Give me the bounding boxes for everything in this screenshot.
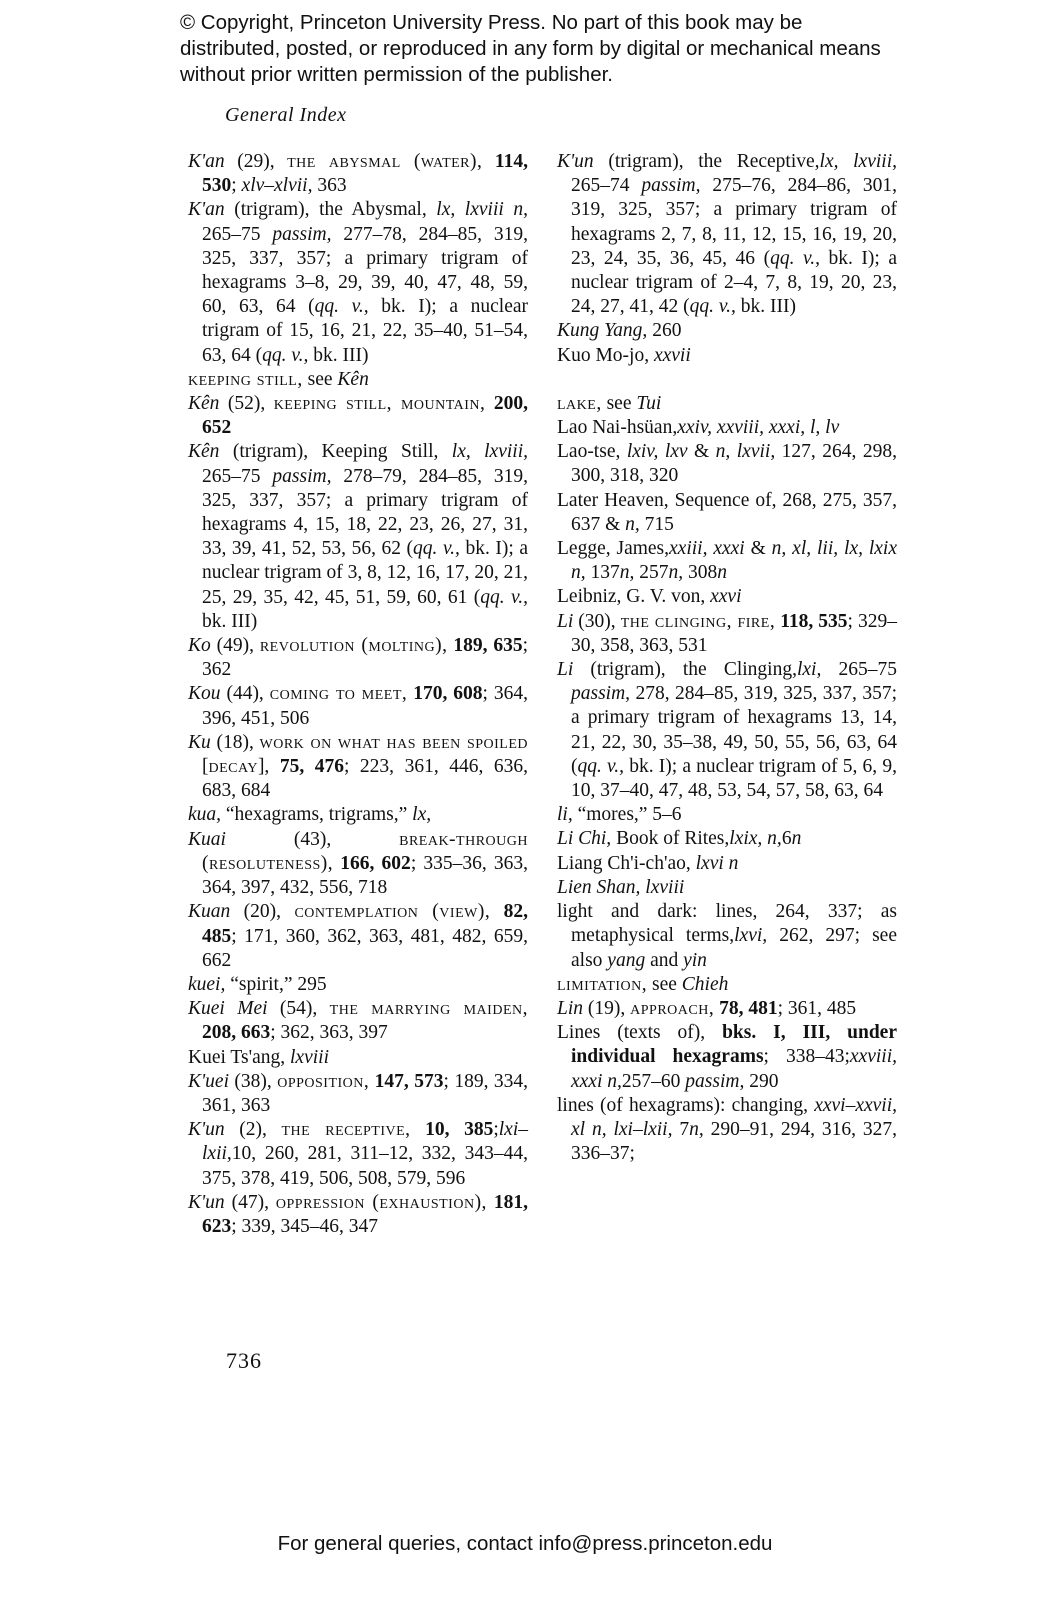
entry-text: Li (557, 610, 574, 632)
entry-text: Ko (188, 635, 211, 657)
entry-text: ; 335–36, 363, 364, 397, 432, 556, 718 (202, 852, 529, 899)
entry-text: K'uei (188, 1070, 229, 1092)
entry-text: bk. I); a nuclear trigram of 3, 8, 12, 16, 17, 20, 21, 25, 29, 35, 42, 45, 51, 59, 60, 61 ( (202, 538, 529, 608)
entry-text: see (601, 392, 637, 414)
entry-text: ; 361, 485 (777, 997, 857, 1019)
entry-text: “spirit,” 295 (225, 973, 327, 995)
entry-text: Chieh (681, 973, 729, 995)
entry-text: 363 (312, 175, 347, 197)
index-entry (188, 440, 528, 634)
entry-text: [ (202, 756, 209, 778)
entry-text: 82, 485 (202, 901, 529, 947)
index-entry (188, 900, 528, 973)
entry-text: qq. v., (262, 344, 309, 366)
entry-text: 181, 623 (202, 1191, 528, 1237)
index-entry (188, 997, 528, 1045)
entry-text: Kuo Mo-jo, (557, 344, 654, 366)
index-entry (557, 827, 897, 851)
entry-text: passim, (272, 223, 332, 245)
entry-text: Tui (636, 392, 662, 414)
index-entry (557, 1094, 897, 1167)
entry-text: Leibniz, G. V. von, (557, 586, 711, 608)
entry-text: n, (625, 513, 640, 535)
entry-text: passim, (685, 1070, 745, 1092)
entry-text: the marrying maiden, (329, 998, 528, 1020)
entry-text: Lao Nai-hsüan, (557, 417, 678, 439)
entry-text: K'un (557, 151, 594, 172)
entry-text: Kên (188, 441, 220, 463)
entry-text: ; 338–43; (763, 1046, 850, 1068)
entry-text: ; (493, 1119, 499, 1141)
index-entry (188, 1191, 528, 1239)
entry-text: oppression (exhaustion), (275, 1191, 487, 1213)
entry-text: Lines (texts of), (557, 1022, 723, 1044)
entry-text: limitation, (557, 973, 648, 995)
entry-text: Later Heaven, Sequence of, 268, 275, 357, 637 & (557, 489, 897, 535)
entry-text: 265–75 (202, 465, 273, 487)
entry-text: 278, 284–85, 319, 325, 337, 357; a primary trigram of hexagrams 13, 14, 21, 22, 30, 35–38, 49, 50, 55, 56, 63, 64 ( (571, 683, 897, 777)
running-head: General Index (225, 104, 347, 126)
entry-text: 275–76, 284–86, 301, 319, 325, 357; a primary trigram of hexagrams 2, 7, 8, 11, 12, 15, 16, 19, 20, 23, 24, 35, 36, 45, 46 ( (571, 175, 897, 269)
index-entry (557, 392, 897, 416)
entry-text: yang (607, 949, 646, 971)
entry-text: ; 189, 334, 361, 363 (202, 1070, 528, 1116)
entry-text: n (717, 562, 727, 584)
entry-text: 257–60 (621, 1070, 686, 1092)
index-entry (188, 634, 528, 682)
entry-text: lxiv, lxv (626, 441, 688, 463)
entry-text: Kên (188, 393, 220, 415)
index-entry (557, 1021, 897, 1094)
entry-text: see (647, 973, 682, 995)
entry-text: (18), (210, 731, 260, 753)
entry-text: yin (683, 949, 707, 971)
entry-text: Li (557, 659, 574, 681)
entry-text: lxviii (290, 1046, 329, 1068)
entry-text: 265–75 (821, 659, 898, 681)
entry-text: 262, 297; see also (571, 925, 897, 971)
entry-text: Kuei Ts'ang, (188, 1046, 290, 1068)
index-entry (557, 319, 897, 343)
entry-text: (20), (230, 901, 295, 923)
entry-text: 127, 264, 298, 300, 318, 320 (571, 441, 897, 487)
entry-text: (trigram), Keeping Still, (219, 441, 452, 463)
index-entry (557, 803, 897, 827)
entry-text: 10, 385 (410, 1119, 494, 1141)
entry-text: bk. I); a nuclear trigram of 5, 6, 9, 10, 37–40, 47, 48, 53, 54, 57, 58, 63, 64 (571, 755, 897, 802)
entry-text: Legge, James, (557, 538, 670, 560)
entry-text: (38), (229, 1070, 278, 1092)
entry-text: lxvi, (734, 925, 768, 947)
index-entry (557, 440, 897, 488)
entry-text: coming to meet, (269, 683, 408, 705)
entry-text: (trigram), the Abysmal, (224, 199, 437, 221)
index-entry (188, 803, 528, 827)
entry-text: qq. v., (689, 296, 736, 318)
entry-text: Kuei Mei (188, 998, 268, 1020)
entry-text: xlv–xlvii, (241, 175, 313, 197)
entry-text: 257 (634, 562, 669, 584)
entry-text: 137 (585, 562, 620, 584)
entry-text: (44), (220, 683, 270, 705)
entry-text: Lin (557, 997, 584, 1019)
entry-text: bk. I); a nuclear trigram of 2–4, 7, 8, 19, 20, 23, 24, 27, 41, 42 ( (571, 247, 897, 318)
index-entry (557, 973, 897, 997)
entry-text: 78, 481 (714, 997, 778, 1019)
entry-text: 7 (672, 1118, 690, 1140)
entry-text: (29), (224, 151, 288, 172)
index-entry (188, 198, 528, 367)
index-entry (557, 344, 897, 368)
entry-text: ; (231, 175, 242, 197)
entry-text: “hexagrams, trigrams,” (221, 804, 413, 826)
entry-text: xxiii, xxxi (669, 538, 745, 560)
entry-text: 290–91, 294, 316, 327, 336–37; (571, 1118, 898, 1165)
entry-text: n, (668, 562, 684, 584)
entry-text: 147, 573 (369, 1070, 444, 1092)
index-entry (557, 876, 897, 900)
entry-text: n, (689, 1118, 704, 1140)
entry-text: Kên (337, 368, 369, 390)
entry-text: xxvii (653, 344, 691, 366)
entry-text: & (687, 441, 716, 463)
entry-text: Book of Rites, (611, 828, 730, 850)
entry-text: the clinging, fire, (620, 610, 776, 632)
entry-text: (47), (224, 1191, 276, 1213)
entry-text: the receptive, (281, 1119, 411, 1141)
entry-text: 290 (744, 1070, 779, 1092)
entry-text: contemplation (view), (294, 901, 491, 923)
entry-text: Kuai (188, 828, 226, 850)
entry-text: lxix, n, (729, 828, 782, 850)
entry-text: 715 (639, 513, 674, 535)
index-column-left (188, 150, 528, 1239)
entry-text: (54), (267, 998, 330, 1020)
index-entry (557, 537, 897, 585)
contact-footer: For general queries, contact info@press.princeton.edu (277, 1532, 773, 1555)
entry-text: Kou (188, 683, 221, 705)
entry-text: ; 329–30, 358, 363, 531 (571, 610, 897, 656)
entry-text: qq. v., (770, 247, 820, 269)
entry-text: see (302, 368, 338, 390)
index-entry (188, 1070, 528, 1118)
entry-text: 277–78, 284–85, 319, 325, 337, 357; a primary trigram of hexagrams 3–8, 29, 39, 40, 47, 48, 59, 60, 63, 64 ( (202, 223, 528, 318)
entry-text: bks. I, III, under individual hexagrams (571, 1022, 897, 1068)
entry-text: and (645, 949, 684, 971)
entry-text: 265–75 (202, 223, 273, 245)
entry-text: li, (557, 804, 573, 826)
entry-text: kuei, (188, 973, 226, 995)
entry-text: light and dark: lines, 264, 337; as metaphysical terms, (557, 901, 897, 947)
entry-text: qq. v., (314, 296, 369, 318)
entry-text: n, (619, 562, 635, 584)
entry-text: 166, 602 (333, 852, 411, 874)
entry-text: lxvi n (695, 852, 739, 874)
index-entry (557, 416, 897, 440)
entry-text: kua, (188, 804, 222, 826)
entry-text: 75, 476 (269, 756, 344, 778)
entry-text: Lien Shan, lxviii (557, 876, 685, 898)
entry-text: 260 (647, 320, 682, 342)
entry-text: bk. III) (735, 296, 796, 318)
entry-text: lines (of hexagrams): changing, (557, 1094, 815, 1116)
entry-text: passim, (571, 683, 631, 705)
entry-text: (52), (219, 393, 274, 415)
page-number: 736 (226, 1348, 262, 1373)
entry-text: lake, (557, 392, 602, 414)
index-entry (188, 731, 528, 804)
entry-text: bk. I); a nuclear trigram of 15, 16, 21, 22, 35–40, 51–54, 63, 64 ( (202, 296, 528, 366)
index-entry (188, 682, 528, 730)
entry-text: lx, lxviii n, (436, 199, 528, 221)
index-entry (188, 828, 528, 901)
entry-text: ; 364, 396, 451, 506 (202, 683, 529, 729)
entry-text: Kuan (188, 901, 231, 923)
entry-text: xxviii, xxxi n, (571, 1046, 897, 1092)
index-entry (188, 973, 528, 997)
entry-text: revolution (molting), (259, 635, 448, 657)
entry-text: qq. v., (413, 538, 460, 560)
entry-text: 6 (781, 828, 792, 850)
entry-text: the abysmal (water), (287, 151, 483, 172)
entry-text: work on what has been spoiled (259, 731, 528, 753)
entry-text: (trigram), the Clinging, (573, 659, 797, 681)
entry-text: keeping still, (188, 368, 303, 390)
entry-text: K'an (188, 199, 225, 221)
index-entry (557, 658, 897, 803)
index-entry (557, 900, 897, 973)
copyright-notice: © Copyright, Princeton University Press. No part of this book may be distributed, posted, or reproduced in any form by digital or mechanical means without prior written permission of the publisher. (180, 11, 881, 86)
entry-text: (30), (573, 610, 621, 632)
entry-text: xxvi (710, 586, 742, 608)
index-entry (557, 997, 897, 1021)
entry-text: n, xl, lii, lx, lxix n, (571, 538, 897, 584)
index-entry (188, 392, 528, 440)
index-entry (557, 852, 897, 876)
entry-text: bk. III) (308, 344, 369, 366)
entry-text: n, lxvii, (715, 441, 776, 463)
entry-text: qq. v., (577, 755, 625, 777)
entry-text: 170, 608 (407, 683, 483, 705)
index-entry (557, 610, 897, 658)
index-entry (557, 489, 897, 537)
entry-text: bk. III) (202, 610, 258, 632)
index-column-right (557, 150, 897, 1166)
entry-text: break-through (resoluteness), (202, 828, 528, 874)
entry-text: 278–79, 284–85, 319, 325, 337, 357; a primary trigram of hexagrams 4, 15, 18, 22, 23, 26, 27, 31, 33, 39, 41, 52, 53, 56, 62 ( (202, 465, 528, 560)
entry-text: passim, (272, 465, 332, 487)
entry-text: (43), (225, 828, 400, 850)
entry-text: 265–74 (571, 175, 642, 197)
entry-text: xxiv, xxviii, xxxi, l, lv (677, 417, 840, 439)
index-entry (557, 150, 897, 319)
entry-text: 118, 535 (775, 610, 848, 632)
entry-text: ; 362 (202, 635, 528, 681)
entry-text: lxi–lxii, (202, 1119, 529, 1165)
entry-text: qq. v., (480, 586, 528, 608)
entry-text: 200, 652 (202, 393, 528, 439)
index-entry (188, 1118, 528, 1191)
entry-text: lx, (412, 804, 432, 826)
entry-text: Lao-tse, (557, 441, 627, 463)
entry-text: Li Chi, (557, 828, 612, 850)
entry-text: K'un (188, 1191, 225, 1213)
entry-text: 114, 530 (202, 151, 528, 197)
entry-text: & (744, 538, 772, 560)
entry-text: “mores,” 5–6 (572, 804, 682, 826)
entry-text: lx, lxviii, (819, 151, 897, 172)
index-entry (188, 1046, 528, 1070)
entry-text: passim, (641, 175, 701, 197)
entry-text: opposition, (277, 1070, 370, 1092)
entry-text: lxi, (796, 659, 822, 681)
entry-text: Liang Ch'i-ch'ao, (557, 852, 696, 874)
index-entry (188, 368, 528, 392)
entry-text: n (791, 828, 802, 850)
entry-text: ; 171, 360, 362, 363, 481, 482, 659, 662 (202, 925, 528, 971)
entry-text: 10, 260, 281, 311–12, 332, 343–44, 375, 378, 419, 506, 508, 579, 596 (202, 1143, 528, 1189)
entry-text: ], (257, 756, 270, 778)
entry-text: K'un (188, 1119, 225, 1141)
entry-text: K'an (188, 151, 225, 172)
entry-text: decay (208, 756, 258, 778)
entry-text: lx, lxviii, (451, 441, 528, 463)
entry-text: ; 339, 345–46, 347 (231, 1215, 379, 1237)
entry-text: (49), (210, 635, 260, 657)
entry-text: (trigram), the Receptive, (593, 151, 820, 172)
entry-text: (2), (224, 1119, 282, 1141)
entry-text: 189, 635 (447, 635, 523, 657)
index-entry (557, 585, 897, 609)
entry-text: xxvi–xxvii, xl n, lxi–lxii, (571, 1094, 897, 1140)
entry-text: (19), (583, 997, 631, 1019)
entry-text: ; 362, 363, 397 (270, 1022, 388, 1044)
index-entry (188, 150, 528, 198)
entry-text: ; 223, 361, 446, 636, 683, 684 (202, 756, 528, 802)
entry-text: Kung Yang, (557, 320, 648, 342)
entry-text: approach, (630, 997, 715, 1019)
entry-text: keeping still, mountain, (273, 393, 486, 415)
entry-text: Ku (188, 731, 211, 753)
entry-text: 308 (683, 562, 718, 584)
entry-text: 208, 663 (202, 1022, 271, 1044)
